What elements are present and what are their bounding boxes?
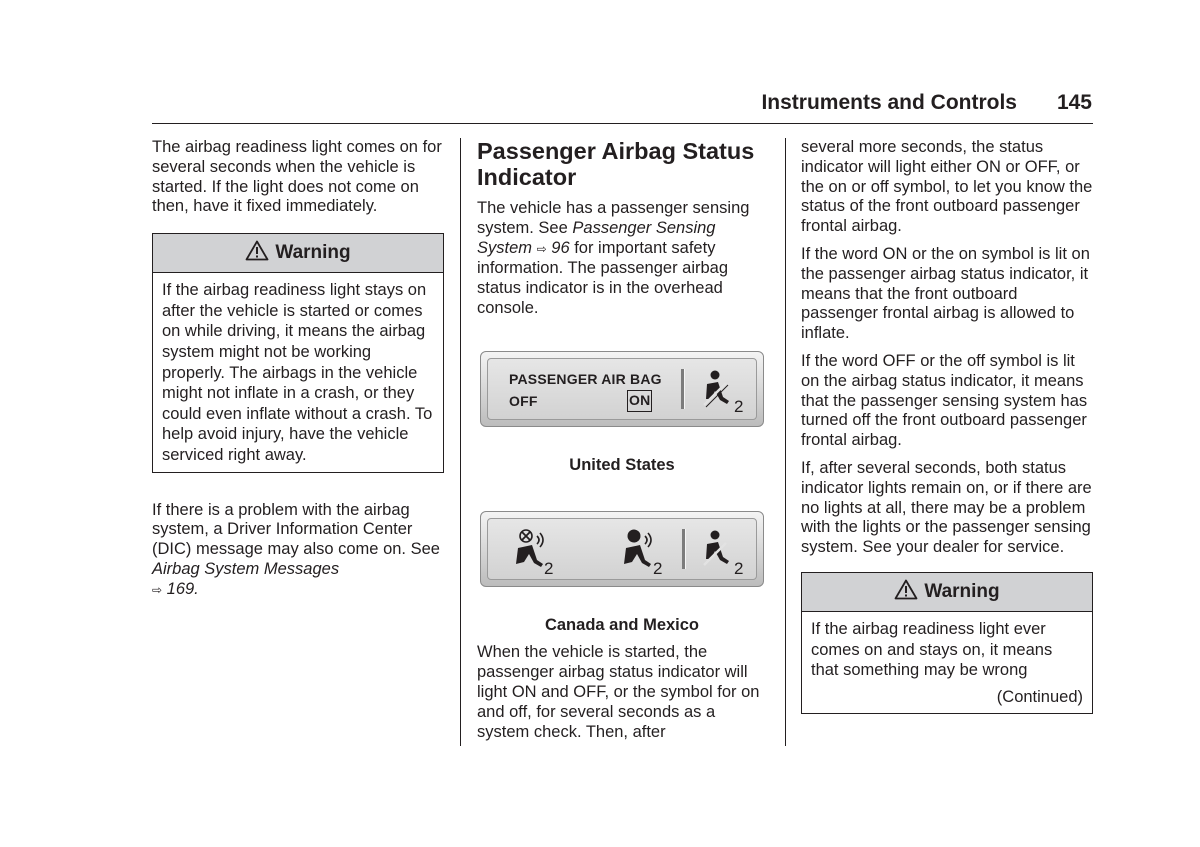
figure-caption: United States xyxy=(569,455,675,474)
paragraph: several more seconds, the status indicator will light either ON or OFF, or the on or off symbol, to let you know the status of the front outboard passenger frontal airbag. xyxy=(801,138,1093,236)
header-rule xyxy=(152,123,1093,124)
warning-title: Warning xyxy=(275,242,351,264)
paragraph: If, after several seconds, both status indicator lights remain on, or if there are no lights at all, there may be a problem with the lights or the passenger sensing system. See your dealer for service. xyxy=(801,458,1092,557)
column-3 xyxy=(801,138,1093,714)
paragraph: If the word ON or the on symbol is lit on the passenger airbag status indicator, it means that the front outboard passenger frontal airbag is allowed to inflate. xyxy=(801,244,1090,343)
cross-reference-link[interactable]: Airbag System Messages xyxy=(152,559,340,578)
column-2 xyxy=(477,138,767,750)
reference-page[interactable]: 96 xyxy=(551,238,570,257)
paragraph-text: for important safety information. The passenger airbag status indicator is in the overhead console. xyxy=(477,238,729,317)
panel-off-label: OFF xyxy=(509,392,538,409)
warning-triangle-icon xyxy=(894,579,918,600)
warning-body xyxy=(802,612,1092,713)
reference-arrow-icon: ⇨ xyxy=(152,582,163,597)
warning-header xyxy=(802,573,1092,612)
continued-label: (Continued) xyxy=(996,687,1083,706)
warning-body: If the airbag readiness light stays on after the vehicle is started or comes on while driving, it means the airbag system might not be working properly. The airbags in the vehicle might not inflate in a crash, or they could even inflate without a crash. To help avoid injury, have the vehicle serviced right away. xyxy=(162,281,433,464)
warning-box xyxy=(801,572,1093,714)
reference-arrow-icon: ⇨ xyxy=(536,241,547,256)
paragraph: If the word OFF or the off symbol is lit on the airbag status indicator, it means that the passenger sensing system has turned off the front outboard passenger frontal airbag. xyxy=(801,351,1088,450)
column-divider xyxy=(785,138,786,746)
paragraph xyxy=(477,199,767,319)
warning-header xyxy=(153,234,443,273)
seat-number: 2 xyxy=(544,558,554,578)
reference-page[interactable]: 169. xyxy=(166,579,199,598)
panel-label: PASSENGER AIR BAG xyxy=(509,370,662,387)
warning-box xyxy=(152,233,444,472)
section-heading: Passenger Airbag Status Indicator xyxy=(477,138,755,190)
column-1 xyxy=(152,138,444,609)
paragraph-text: The vehicle has a passenger sensing system. See xyxy=(477,199,750,237)
cross-reference-link[interactable]: Passenger Sensing System xyxy=(477,218,716,257)
paragraph: The airbag readiness light comes on for several seconds when the vehicle is started. If the light does not come on then, have it fixed immediately. xyxy=(152,138,442,216)
canada-mexico-indicator-illustration xyxy=(480,511,764,587)
warning-title: Warning xyxy=(924,580,1000,602)
seatbelt-icon xyxy=(698,529,738,571)
warning-triangle-icon xyxy=(245,240,269,261)
seat-number: 2 xyxy=(653,558,663,578)
header-title: Instruments and Controls xyxy=(761,91,1017,114)
page-header xyxy=(152,88,1092,120)
seat-number: 2 xyxy=(734,558,744,578)
seat-number: 2 xyxy=(734,396,744,416)
airbag-on-icon xyxy=(618,528,658,572)
panel-on-label: ON xyxy=(627,390,652,412)
paragraph-text: If there is a problem with the airbag system, a Driver Information Center (DIC) message may also come on. See xyxy=(152,500,440,559)
column-divider xyxy=(460,138,461,746)
us-indicator-illustration xyxy=(480,351,764,427)
figure-caption: Canada and Mexico xyxy=(544,615,700,634)
paragraph: When the vehicle is started, the passenger airbag status indicator will light ON and OFF, or the symbol for on and off, for several seconds as a system check. Then, after xyxy=(477,643,760,741)
page-number: 145 xyxy=(1056,91,1092,114)
seatbelt-icon xyxy=(698,369,738,411)
warning-text: If the airbag readiness light ever comes on and stays on, it means that something may be wrong xyxy=(811,619,1053,680)
paragraph xyxy=(152,501,444,601)
